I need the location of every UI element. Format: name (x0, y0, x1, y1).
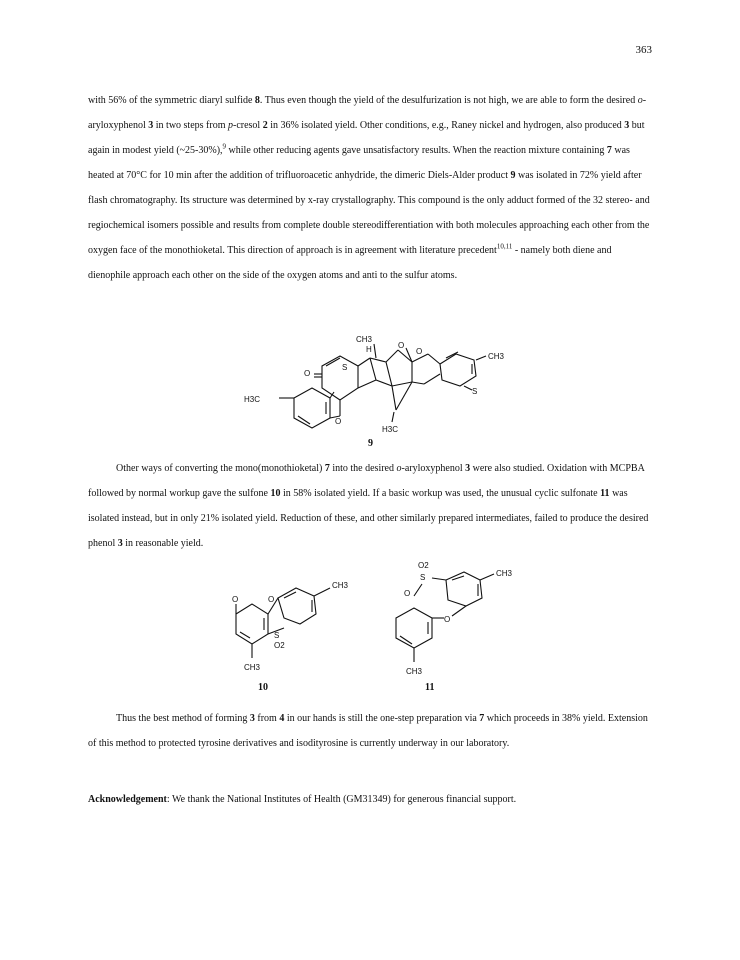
svg-text:O: O (416, 347, 423, 356)
structure-10 (228, 558, 358, 676)
citation-10-11: 10,11 (496, 242, 513, 251)
compound-label-10: 10 (258, 682, 268, 693)
svg-text:CH3: CH3 (332, 581, 349, 590)
svg-text:O: O (444, 615, 451, 624)
acknowledgement-heading: Acknowledgement (88, 794, 167, 805)
svg-text:CH3: CH3 (356, 335, 373, 344)
svg-text:O: O (404, 589, 411, 598)
svg-text:H3C: H3C (244, 395, 261, 404)
structure-9 (236, 330, 526, 442)
svg-text:S: S (274, 631, 280, 640)
svg-text:O: O (398, 341, 405, 350)
page-number: 363 (635, 44, 652, 56)
svg-text:CH3: CH3 (488, 352, 505, 361)
paragraph-3: Thus the best method of forming 3 from 4 in our hands is still the one-step preparation via 7 which proceeds in 38% yield. Extension of this method to protected tyrosine derivatives and isodityrosine is currently underway in our laboratory. (88, 713, 648, 749)
svg-text:CH3: CH3 (496, 569, 513, 578)
structure-11 (382, 556, 512, 682)
svg-text:O: O (304, 369, 311, 378)
paragraph-2: Other ways of converting the mono(monothioketal) 7 into the desired o-aryloxyphenol 3 were also studied. Oxidation with MCPBA followed by normal workup gave the sulfone 10 in 58% isolated yield. If a basic workup was used, the unusual cyclic sulfonate 11 was isolated instead, but in only 21% isolated yield. Reduction of these, and other similarly prepared intermediates, failed to produce the desired phenol 3 in reasonable yield. (88, 463, 649, 549)
svg-text:O: O (335, 417, 342, 426)
svg-text:S: S (342, 363, 348, 372)
acknowledgement: Acknowledgement: We thank the National Institutes of Health (GM31349) for generous financial support. (88, 794, 517, 805)
svg-text:S: S (472, 387, 478, 396)
compound-label-11: 11 (425, 682, 435, 693)
svg-text:O: O (232, 595, 239, 604)
paragraph-1: with 56% of the symmetric diaryl sulfide 8. Thus even though the yield of the desulfurization is not high, we are able to form the desired o-aryloxyphenol 3 in two steps from p-cresol 2 in 36% isolated yield. Other conditions, e.g., Raney nickel and hydrogen, also produced 3 but again in modest yield (~25-30%),$^9$ while other reducing agents gave unsatisfactory results. When the reaction mixture containing 7 was heated at 70°C for 10 min after the addition of trifluoroacetic anhydride, the dimeric Diels-Alder product 9 was isolated in 72% yield after flash chromatography. Its structure was determined by x-ray crystallography. This compound is the only adduct formed of the 32 stereo- and regiochemical isomers possible and results from complete double stereodifferentiation with both molecules approaching each other from the oxygen face of the monothioketal. This direction of approach is in agreement with literature precedent$^{10,11}$ - namely both diene and dienophile approach each other on the side of the oxygen atoms and anti to the sulfur atoms. (88, 95, 650, 281)
citation-9: 9 (222, 142, 227, 151)
svg-text:H: H (366, 345, 372, 354)
compound-label-9: 9 (368, 438, 373, 449)
svg-text:O: O (268, 595, 275, 604)
svg-text:S: S (420, 573, 426, 582)
svg-text:O2: O2 (418, 561, 429, 570)
svg-text:CH3: CH3 (406, 667, 423, 676)
svg-text:H3C: H3C (382, 425, 399, 434)
svg-text:O2: O2 (274, 641, 285, 650)
svg-text:CH3: CH3 (244, 663, 261, 672)
